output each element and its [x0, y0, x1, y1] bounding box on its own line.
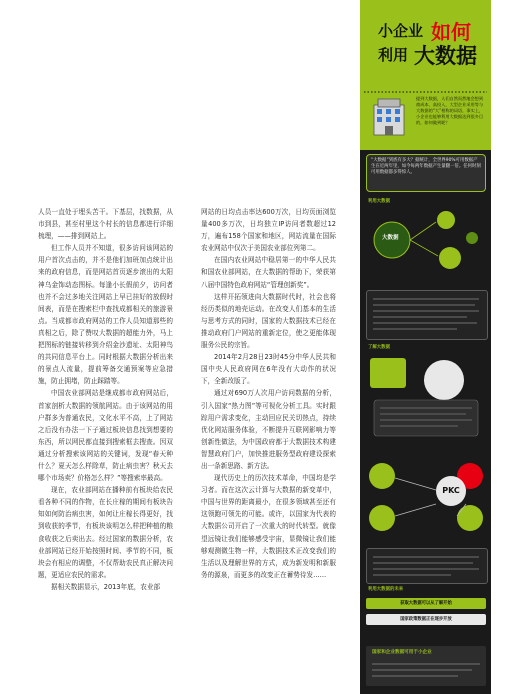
infographic-sidebar	[360, 0, 491, 694]
infographic-footer	[366, 646, 486, 686]
title-part: 小企业	[378, 22, 424, 40]
article-left-column	[38, 206, 173, 593]
title-part-highlight: 如何	[431, 20, 471, 44]
paragraph: 这样开拓领进向大数据时代时，社会也将经历类似的地壳运动。在改变人们基本的生活与思考方式的同时，国家的大数据技术已经在推动政府门户网站的重新定位，使之更能体现服务公民的宗旨。	[201, 292, 336, 350]
text-lines-graphic	[372, 660, 480, 682]
paragraph: 网站的日均点击率达600万次，日均页面浏览量400多万次，日均独立IP访问者数超过12万，遍布158个国家和地区，网站流量在国际农业网站中仅次于美国农业部位列第二。	[201, 208, 336, 253]
text-lines-graphic	[367, 291, 485, 337]
future-bar: 获取大数据可以从了解开始	[366, 598, 486, 609]
paragraph: 2014年2月28日23时45分中华人民共和国中央人民政府网在6年没有大动作的状况下，全新改版了。	[201, 353, 336, 386]
infographic-title	[374, 16, 484, 86]
paragraph: 但工作人员并不知道，很多访问该网站的用户首次点击的，并不是他们加班加点统计出来的政府信息，而是网站首页逐步滚出的太阳神乌金饰动态图标。每逢小长假前夕，访问者也并不会过多地关注网站上早已挂好的放假时间表，而是在搜索栏中查找成都相关的旅游景点。当成都市政府网站的工作人员知道那些的真相之后，除了赞叹大数据的超能力外，马上把图标的链接转移到介绍金沙遗址、太阳神鸟的共同信息平台上。同时根据大数据分析出来的景点人流量，提前筹备交通预案等应急措施，防止拥堵，防止踩踏等。	[38, 244, 173, 386]
info-panel	[366, 290, 488, 340]
paragraph: 据相关数据显示，2013年底，农业部	[51, 582, 161, 591]
paragraph: 在国内农业网站中稳居第一的中华人民共和国农业部网站，在大数据的帮助下，荣获第八届中国特色政府网站“管理创新奖”。	[201, 256, 336, 289]
paragraph: 通过对690万人次用户访问数据的分析，引入国家“热力图”等可视化分析工具。实时跟踪用户需求变化，主动回应民关切热点，持续优化网站服务体验，不断提升互联网影响力等创新性做法，为中国政府都于大数据技术构建智慧政府门户，加快推进服务型政府建设探索出一条新思路、新方法。	[201, 389, 336, 470]
step-one-label: 利用大数据	[368, 199, 390, 204]
paragraph: 中国农业部网站是继成都市政府网站后，首家剖析大数据的领航网站。由于该网站的用户群多为普通农民，文化水平不高，上了网站之后没有办法一下子通过板块信息找到想要的东西，所以网民都直接到搜索框去搜查。因双通过分析搜索该网站的关键词，发现“春天种什么？夏天怎么样除草，防止病虫害？秋天去哪个市场卖？价格怎么样？”等搜索率最高。	[38, 389, 173, 483]
hub-diagram	[366, 446, 486, 546]
puzzle-diagram	[366, 352, 486, 442]
paragraph: 现在，农业部网站在播种前有板块给农民看各种不同的作物，在长庄稼的期间有板块告知如何防治病虫害，如何让庄稼长得更好，找到收获的季节，有板块该明怎么样把种植的粮食收获之后卖出去。经过国家的数据分析，农业部网站已经开始按照时间、季节的不同，板块会有相应的调整，不仅帮助农民真正解决问题，更适应农民的需求。	[38, 486, 173, 579]
summary-panel	[366, 548, 488, 584]
footer-heading: 国家和企业数据可用于小企业	[372, 650, 432, 655]
article-middle-column	[201, 206, 336, 581]
infographic-header	[360, 0, 491, 150]
cloud-label: 大数据	[382, 235, 399, 241]
step-three-label: 利用大数据的未来	[368, 587, 404, 592]
hub-logo: PKC	[436, 476, 466, 506]
text-lines-graphic	[367, 549, 485, 581]
building-icon	[368, 95, 410, 137]
step-two-label: 了解大数据	[368, 345, 390, 350]
infographic-intro: 提到大数据，人们自然而然地会想到商成本、高投入，大型企业采用等与大数据的“大”相称的词语，事实上，小企业也能够利用大数据达到很多目的，如何做到呢？	[416, 96, 484, 125]
paragraph: 现代历史上的历次技术革命，中国均是学习者。而在这次云计算与大数据的新变革中，中国与世界的距离最小，在很多领域甚至还有这领跑可领先的可能。或许，以国家为代表的大数据公司开启了一次重大的时代转型。就像望远镜让我们能够感受宇宙，显微镜让我们能够观测微生物一样，大数据技术正改变我们的生活以及理解世界的方式，成为新发明和新服务的源泉，而更多的改变正在蓄势待发……	[201, 474, 336, 579]
future-bar: 国家政策数据正在逐步开放	[366, 614, 486, 625]
title-part-large: 大数据	[414, 44, 477, 68]
title-part: 利用	[378, 46, 409, 64]
data-size-callout: “大数据”到底有多大？据统计，全世界90%可用数据产生在近两年里，如今每两年数据产生量翻一倍。任何时刻可用数据都多得惊人。	[366, 154, 486, 192]
paragraph: 人员一直处于埋头苦干。下基层，找数据，从市到县，甚至村里这个村长的信息都进行详细梳理，——排到网站上。	[38, 208, 173, 241]
